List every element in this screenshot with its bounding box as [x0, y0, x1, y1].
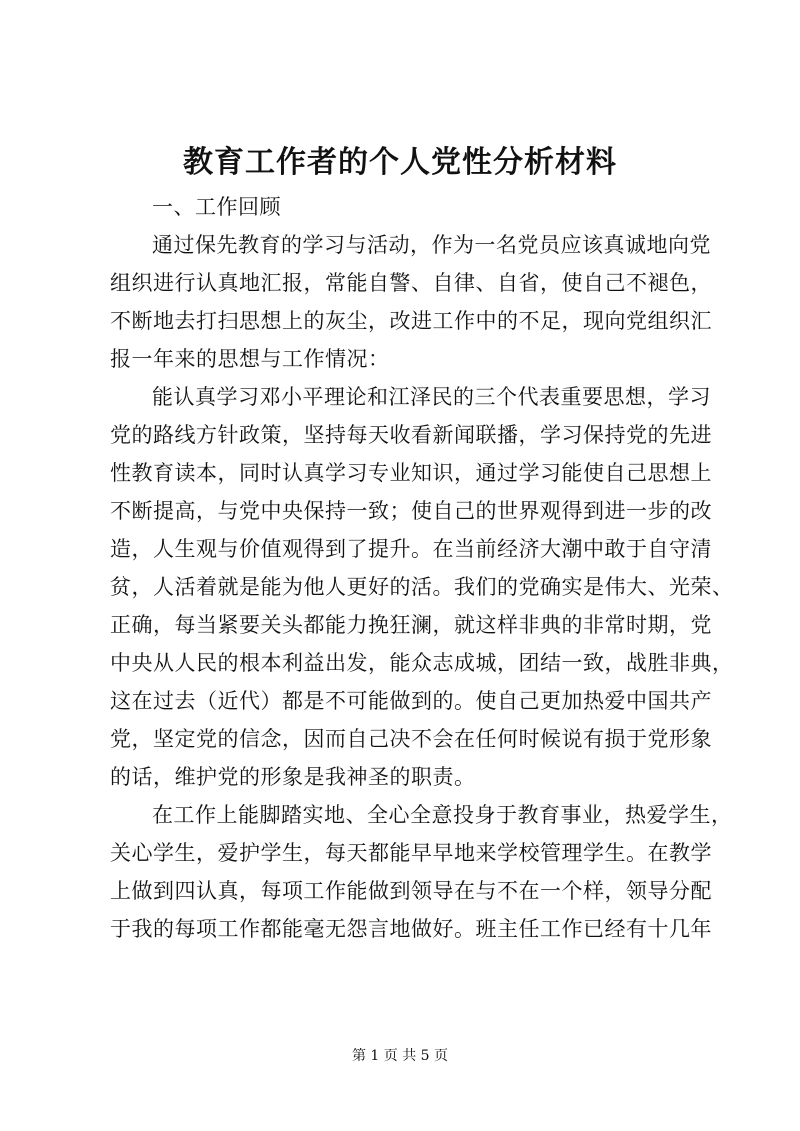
body-text-line: 这在过去（近代）都是不可能做到的。使自己更加热爱中国共产 — [110, 689, 712, 713]
body-text-line: 能认真学习邓小平理论和江泽民的三个代表重要思想，学习 — [152, 385, 711, 409]
body-text-line: 不断地去打扫思想上的灰尘，改进工作中的不足，现向党组织汇 — [110, 309, 712, 333]
body-text-line: 于我的每项工作都能毫无怨言地做好。班主任工作已经有十几年 — [110, 917, 712, 941]
body-text-line: 贫，人活着就是能为他人更好的活。我们的党确实是伟大、光荣、 — [110, 575, 734, 599]
document-body — [110, 188, 734, 948]
document-title: 教育工作者的个人党性分析材料 — [183, 145, 617, 180]
body-text-line: 报一年来的思想与工作情况： — [110, 347, 390, 371]
body-text-line: 关心学生，爱护学生，每天都能早早地来学校管理学生。在教学 — [110, 841, 712, 865]
body-text-line: 中央从人民的根本利益出发，能众志成城，团结一致，战胜非典， — [110, 651, 734, 675]
body-text-line: 党的路线方针政策，坚持每天收看新闻联播，学习保持党的先进 — [110, 423, 712, 447]
body-text-line: 党，坚定党的信念，因而自己决不会在任何时候说有损于党形象 — [110, 727, 712, 751]
body-text-line: 组织进行认真地汇报，常能自警、自律、自省，使自己不褪色， — [110, 271, 712, 295]
body-text-line: 不断提高，与党中央保持一致；使自己的世界观得到进一步的改 — [110, 499, 712, 523]
body-text-line: 的话，维护党的形象是我神圣的职责。 — [110, 765, 476, 789]
body-text-line: 通过保先教育的学习与活动，作为一名党员应该真诚地向党 — [152, 233, 711, 257]
body-text-line: 造，人生观与价值观得到了提升。在当前经济大潮中敢于自守清 — [110, 537, 712, 561]
body-text-line: 正确，每当紧要关头都能力挽狂澜，就这样非典的非常时期，党 — [110, 613, 712, 637]
body-text-line: 在工作上能脚踏实地、全心全意投身于教育事业，热爱学生， — [152, 803, 733, 827]
page-footer: 第 1 页 共 5 页 — [351, 1048, 449, 1064]
body-text-line: 一、工作回顾 — [152, 195, 281, 219]
body-text-line: 上做到四认真，每项工作能做到领导在与不在一个样，领导分配 — [110, 879, 712, 903]
body-text-line: 性教育读本，同时认真学习专业知识，通过学习能使自己思想上 — [110, 461, 712, 485]
